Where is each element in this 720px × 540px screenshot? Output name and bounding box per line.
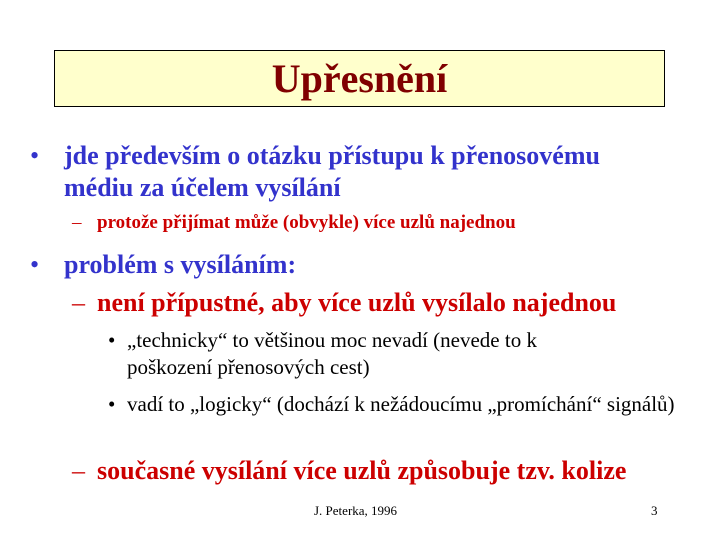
sub-bullet-marker: – (72, 212, 82, 233)
bullet-marker: • (30, 250, 40, 279)
subsub-bullet-item-2: vadí to „logicky“ (dochází k nežádoucímu „promíchání“ signálů) (127, 392, 675, 416)
subsub-bullet-marker: • (108, 328, 116, 352)
bullet-marker: • (30, 141, 40, 170)
bullet-item-2: problém s vysíláním: (64, 250, 297, 279)
sub-bullet-marker: – (72, 288, 85, 317)
subsub-bullet-marker: • (108, 392, 116, 416)
sub-bullet-item-1: protože přijímat může (obvykle) více uzlů najednou (97, 212, 516, 233)
sub-bullet-marker: – (72, 456, 85, 485)
page-number: 3 (651, 503, 658, 518)
title-box (54, 50, 665, 107)
subsub-bullet-item-1: „technicky“ to většinou moc nevadí (nevede to k poškození přenosových cest) (127, 328, 537, 379)
footer-author: J. Peterka, 1996 (314, 503, 398, 518)
sub-bullet-item-2: není přípustné, aby více uzlů vysílalo najednou (97, 288, 617, 317)
sub-bullet-item-3: současné vysílání více uzlů způsobuje tzv. kolize (97, 456, 627, 485)
slide-title: Upřesnění (271, 56, 448, 101)
bullet-item-1: jde především o otázku přístupu k přenosovému médiu za účelem vysílání (64, 141, 600, 202)
